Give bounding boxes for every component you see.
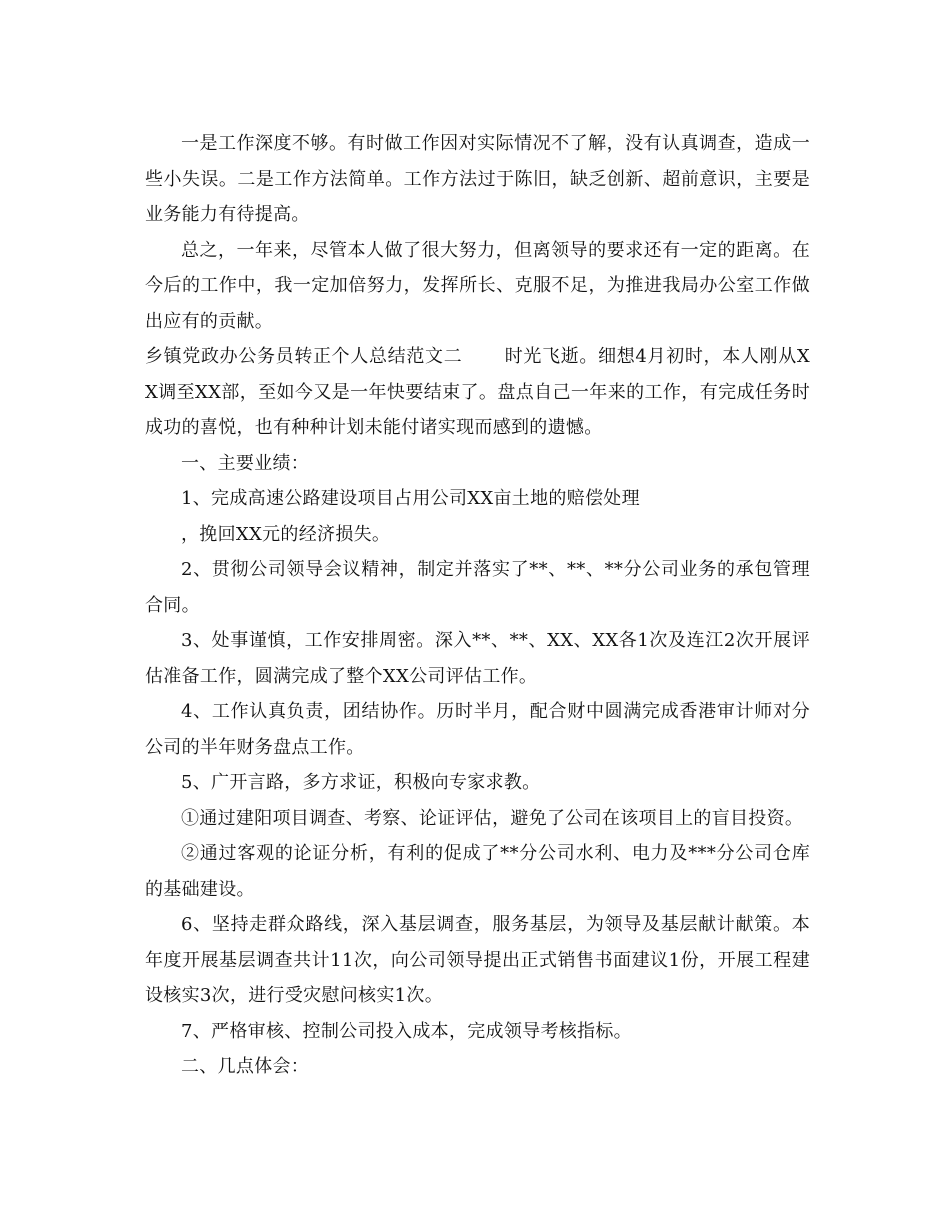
section-two-title: 乡镇党政办公务员转正个人总结范文二 [145, 346, 463, 367]
achievement-item-2: 2、贯彻公司领导会议精神，制定并落实了**、**、**分公司业务的承包管理合同。 [145, 559, 810, 616]
paragraph-section-two [145, 339, 810, 446]
achievement-subitem-2: ②通过客观的论证分析，有利的促成了**分公司水利、电力及***分公司仓库的基础建设。 [145, 843, 810, 900]
document-body [145, 126, 810, 1085]
heading-reflections: 二、几点体会： [181, 1056, 310, 1077]
achievement-item-1-continued: ，挽回XX元的经济损失。 [181, 523, 391, 545]
section-two-intro: 时光飞逝。细想4月初时，本人刚从XX调至XX部，至如今又是一年快要结束了。盘点自己一年来的工作，有完成任务时成功的喜悦，也有种种计划未能付诸实现而感到的遗憾。 [145, 346, 810, 438]
paragraph-conclusion: 总之，一年来，尽管本人做了很大努力，但离领导的要求还有一定的距离。在今后的工作中，我一定加倍努力，发挥所长、克服不足，为推进我局办公室工作做出应有的贡献。 [145, 239, 810, 332]
achievement-item-3: 3、处事谨慎，工作安排周密。深入**、**、XX、XX各1次及连江2次开展评估准备工作，圆满完成了整个XX公司评估工作。 [145, 630, 810, 687]
achievement-item-6: 6、坚持走群众路线，深入基层调查，服务基层，为领导及基层献计献策。本年度开展基层调查共计11次，向公司领导提出正式销售书面建议1份，开展工程建设核实3次，进行受灾慰问核实1次。 [145, 914, 810, 1006]
achievement-item-4: 4、工作认真负责，团结协作。历时半月，配合财中圆满完成香港审计师对分公司的半年财务盘点工作。 [145, 701, 810, 758]
achievement-subitem-1: ①通过建阳项目调查、考察、论证评估，避免了公司在该项目上的盲目投资。 [181, 807, 804, 829]
achievement-item-5: 5、广开言路，多方求证，积极向专家求教。 [181, 772, 541, 793]
heading-main-achievements: 一、主要业绩： [181, 452, 310, 474]
paragraph-shortcomings: 一是工作深度不够。有时做工作因对实际情况不了解，没有认真调查，造成一些小失误。二是工作方法简单。工作方法过于陈旧，缺乏创新、超前意识，主要是业务能力有待提高。 [145, 133, 810, 225]
achievement-item-7: 7、严格审核、控制公司投入成本，完成领导考核指标。 [181, 1020, 632, 1042]
achievement-item-1: 1、完成高速公路建设项目占用公司XX亩土地的赔偿处理 [181, 488, 640, 509]
